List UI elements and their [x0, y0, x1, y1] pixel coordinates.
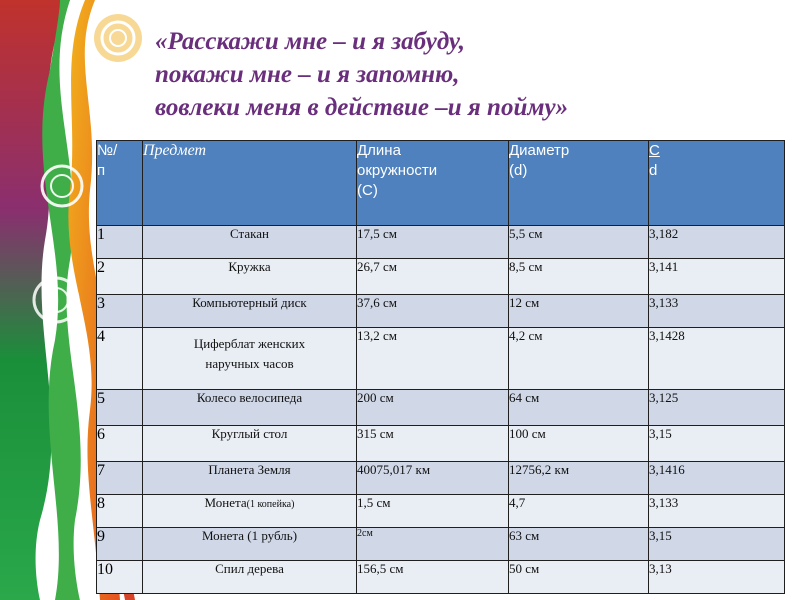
row-item: Монета(1 копейка) [143, 495, 357, 528]
pi-measurement-table [96, 140, 785, 594]
table-row [97, 528, 785, 561]
row-circumference: 2см [357, 528, 509, 561]
table-row [97, 390, 785, 426]
row-ratio: 3,15 [649, 426, 785, 462]
row-circumference: 40075,017 км [357, 462, 509, 495]
row-number: 10 [97, 561, 143, 594]
row-diameter: 5,5 см [509, 226, 649, 259]
quote-line-3: вовлеки меня в действие –и я пойму» [155, 94, 569, 121]
row-diameter: 4,7 [509, 495, 649, 528]
row-item: Колесо велосипеда [143, 390, 357, 426]
row-circumference: 13,2 см [357, 328, 509, 390]
row-circumference: 156,5 см [357, 561, 509, 594]
row-ratio: 3,133 [649, 495, 785, 528]
row-diameter: 12756,2 км [509, 462, 649, 495]
row-diameter: 100 см [509, 426, 649, 462]
row-number: 5 [97, 390, 143, 426]
row-item: Кружка [143, 259, 357, 295]
row-number: 1 [97, 226, 143, 259]
row-item: Стакан [143, 226, 357, 259]
row-ratio: 3,1428 [649, 328, 785, 390]
row-ratio: 3,125 [649, 390, 785, 426]
table-row [97, 259, 785, 295]
header-number: №/ п [97, 141, 143, 226]
row-ratio: 3,141 [649, 259, 785, 295]
table-row [97, 561, 785, 594]
row-ratio: 3,13 [649, 561, 785, 594]
row-circumference: 315 см [357, 426, 509, 462]
table-row [97, 426, 785, 462]
table-row [97, 462, 785, 495]
row-ratio: 3,1416 [649, 462, 785, 495]
row-circumference: 26,7 см [357, 259, 509, 295]
row-number: 6 [97, 426, 143, 462]
row-circumference: 37,6 см [357, 295, 509, 328]
row-item: Планета Земля [143, 462, 357, 495]
row-item: Компьютерный диск [143, 295, 357, 328]
quote-line-2: покажи мне – и я запомню, [155, 61, 460, 88]
row-diameter: 64 см [509, 390, 649, 426]
table-row [97, 328, 785, 390]
row-diameter: 4,2 см [509, 328, 649, 390]
table-row [97, 495, 785, 528]
table-header-row [97, 141, 785, 226]
row-item: Спил дерева [143, 561, 357, 594]
row-number: 4 [97, 328, 143, 390]
table-row [97, 295, 785, 328]
quote-line-1: «Расскажи мне – и я забуду, [155, 28, 465, 55]
row-circumference: 200 см [357, 390, 509, 426]
row-diameter: 8,5 см [509, 259, 649, 295]
row-number: 7 [97, 462, 143, 495]
row-item: Монета (1 рубль) [143, 528, 357, 561]
row-circumference: 17,5 см [357, 226, 509, 259]
row-item: Циферблат женских наручных часов [143, 328, 357, 390]
row-number: 8 [97, 495, 143, 528]
row-ratio: 3,15 [649, 528, 785, 561]
row-diameter: 63 см [509, 528, 649, 561]
header-diameter: Диаметр (d) [509, 141, 649, 226]
row-item: Круглый стол [143, 426, 357, 462]
header-item: Предмет [143, 141, 357, 226]
row-number: 2 [97, 259, 143, 295]
table-row [97, 226, 785, 259]
header-circumference: Длина окружности (С) [357, 141, 509, 226]
row-circumference: 1,5 см [357, 495, 509, 528]
header-ratio: С d [649, 141, 785, 226]
row-diameter: 50 см [509, 561, 649, 594]
row-number: 3 [97, 295, 143, 328]
quote-title [155, 25, 785, 124]
row-ratio: 3,182 [649, 226, 785, 259]
row-diameter: 12 см [509, 295, 649, 328]
row-number: 9 [97, 528, 143, 561]
row-ratio: 3,133 [649, 295, 785, 328]
